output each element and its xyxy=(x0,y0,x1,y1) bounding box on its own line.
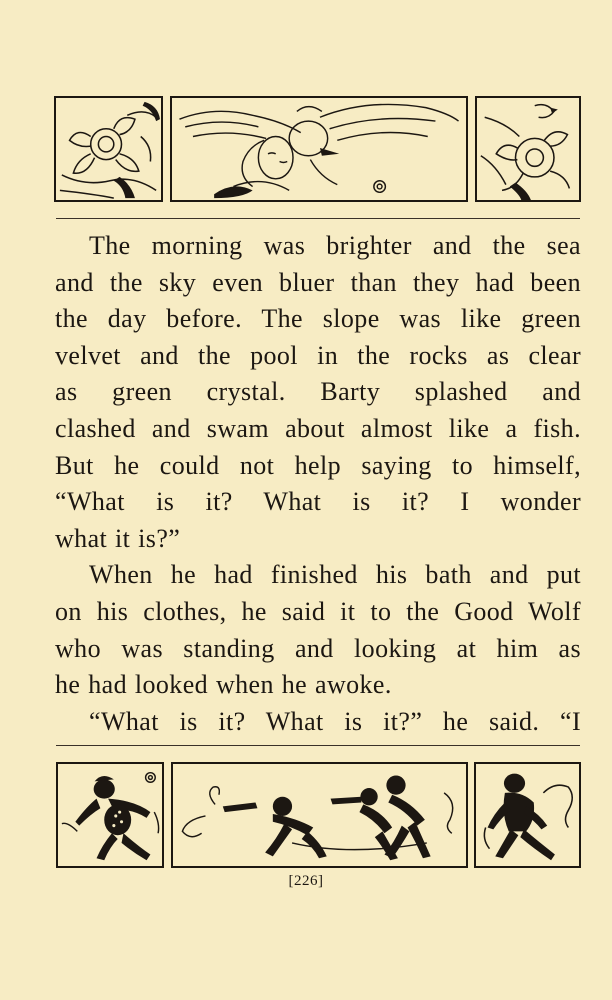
bottom-center-monkeys-panel xyxy=(171,762,468,868)
bird-and-child-illustration xyxy=(172,98,466,200)
text-line: he had looked when he awoke. xyxy=(55,670,392,700)
top-center-bird-child-panel xyxy=(170,96,468,202)
monkey-illustration xyxy=(58,764,162,866)
page-body-text xyxy=(55,228,581,740)
top-left-flower-panel xyxy=(54,96,163,202)
top-right-flower-panel xyxy=(475,96,581,202)
text-line: and the sky even bluer than they had been xyxy=(55,267,581,297)
text-line: the day before. The slope was like green xyxy=(55,304,581,334)
text-line: “What is it? What is it?” he said. “I xyxy=(89,706,581,736)
text-line: velvet and the pool in the rocks as clear xyxy=(55,340,581,370)
bottom-divider-rule xyxy=(56,745,580,746)
text-line: But he could not help saying to himself, xyxy=(55,450,581,480)
running-monkey-illustration xyxy=(476,764,579,866)
text-line: on his clothes, he said it to the Good Wolf xyxy=(55,596,581,626)
text-line: what it is?” xyxy=(55,523,181,553)
text-line: clashed and swam about almost like a fish. xyxy=(55,413,581,443)
top-divider-rule xyxy=(56,218,580,219)
bottom-right-monkey-panel xyxy=(474,762,581,868)
flower-with-bird-illustration xyxy=(477,98,579,200)
page-number: [226] xyxy=(288,873,324,889)
text-line: who was standing and looking at him as xyxy=(55,633,581,663)
text-line: When he had finished his bath and put xyxy=(89,560,581,590)
flower-illustration xyxy=(56,98,161,200)
text-line: as green crystal. Barty splashed and xyxy=(55,377,581,407)
text-line: The morning was brighter and the sea xyxy=(89,231,581,260)
bottom-left-monkey-panel xyxy=(56,762,164,868)
chasing-monkeys-illustration xyxy=(173,764,466,866)
text-line: “What is it? What is it? I wonder xyxy=(55,487,581,517)
